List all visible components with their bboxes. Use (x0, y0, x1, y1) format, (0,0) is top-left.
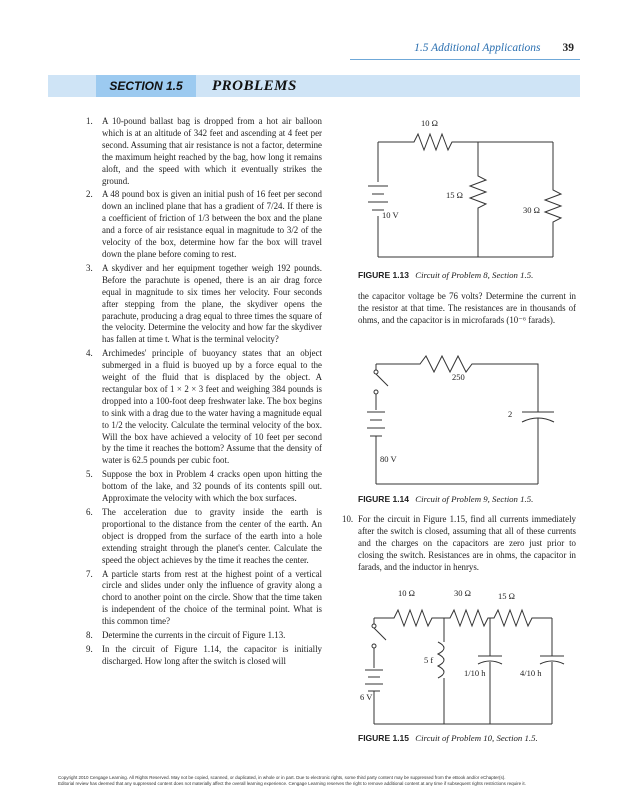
section-label: SECTION 1.5 (96, 75, 196, 97)
problem-text: For the circuit in Figure 1.15, find all currents immediately after the switch is closed, assuming that all of these currents and the charges on the capacitors are zero just prior to closing the switch. Resistances are in ohms, the capacitor in farads, and the inductor in henrys. (358, 514, 576, 572)
problem-number: 6. (86, 507, 93, 517)
figure-label: FIGURE 1.15 (358, 733, 410, 743)
problem-number: 10. (342, 514, 354, 524)
fig14-capacitor-label: 2 (508, 409, 513, 419)
fig15-battery-label: 6 V (360, 692, 373, 702)
fig15-r3-label: 15 Ω (498, 591, 515, 601)
problem-text: Suppose the box in Problem 4 cracks open upon hitting the bottom of the lake, and 32 pounds of its contents spill out. Approximate the velocity with which the box surfaces. (102, 469, 322, 504)
section-title: PROBLEMS (212, 77, 297, 94)
problem-text: Determine the currents in the circuit of Figure 1.13. (102, 630, 286, 641)
fig13-r-right-label: 30 Ω (523, 205, 540, 215)
problem-text: A particle starts from rest at the highest point of a vertical circle and slides under only the influence of gravity along a chord to another point on the circle. Show that the time taken is independent of the choice of the terminal point. What is this common time? (102, 568, 322, 627)
figure-1-13-caption (358, 270, 533, 280)
circuit-diagram-1-14 (358, 340, 576, 488)
figure-1-14 (358, 340, 576, 488)
figure-1-13 (358, 112, 576, 262)
problem-number: 8. (86, 630, 93, 641)
problem-number: 3. (86, 262, 93, 273)
figure-1-14-caption (358, 494, 533, 504)
problem-number: 1. (86, 116, 93, 126)
problem-number: 5. (86, 469, 93, 480)
fig13-battery-label: 10 V (382, 210, 399, 220)
figure-1-15 (358, 582, 576, 727)
problem-item (86, 630, 322, 642)
figure-1-15-caption (358, 733, 538, 743)
running-head (414, 37, 574, 59)
fig13-r-top-label: 10 Ω (421, 118, 438, 128)
figure-caption-text: Circuit of Problem 8, Section 1.5. (415, 270, 534, 280)
fig14-battery-label: 80 V (380, 454, 397, 464)
fig15-r1-label: 10 Ω (398, 588, 415, 598)
circuit-diagram-1-13 (358, 112, 576, 262)
problem-item (86, 507, 322, 567)
footer-line-1: Copyright 2010 Cengage Learning. All Rights Reserved. May not be copied, scanned, or duplicated, in whole or in part. Due to electronic rights, some third party content may be suppressed from the eBook and/or eChapter(s). (58, 775, 506, 780)
problems-left-column (86, 116, 322, 670)
problem-number: 7. (86, 568, 93, 579)
problem-text: A 48 pound box is given an initial push of 16 feet per second down an inclined plane that has a gradient of 7/24. If there is a coefficient of friction of 1/3 between the box and the plane and a force of air resistance equal in magnitude to 3/2 of the velocity of the box, determine how far the box will travel down the plane before coming to rest. (102, 189, 322, 259)
fig15-ind2-label: 4/10 h (520, 668, 542, 678)
figure-caption-text: Circuit of Problem 9, Section 1.5. (415, 494, 534, 504)
problem-10 (342, 514, 576, 574)
figure-label: FIGURE 1.14 (358, 494, 410, 504)
problem-item (86, 569, 322, 629)
figure-caption-text: Circuit of Problem 10, Section 1.5. (415, 733, 538, 743)
problem-item (86, 348, 322, 467)
problem-text: The acceleration due to gravity inside the earth is proportional to the distance from the center of the earth. An object is dropped from the surface of the earth into a hole extending straight through the planet's center. Calculate the speed the object achieves by the time it reaches the center. (102, 507, 322, 565)
problem-text: A 10-pound ballast bag is dropped from a hot air balloon which is at an altitude of 342 feet and ascending at 4 feet per second. Assuming that air resistance is not a factor, determine the maximum height reached by the bag, how long it remains aloft, and the speed with which it eventually strikes the ground. (102, 116, 322, 186)
fig15-cap-label: 5 f (424, 655, 434, 665)
copyright-footer (58, 775, 582, 787)
problem-item (86, 189, 322, 260)
problem-item (86, 263, 322, 346)
problem-text: A skydiver and her equipment together weigh 192 pounds. Before the parachute is opened, there is an air drag force equal in magnitude to six times her velocity. Four seconds after stepping from the plane, the skydiver opens the parachute, producing a drag equal to three times the square of the velocity. Determine the velocity and how far the skydiver has fallen at time t. What is the terminal velocity? (102, 262, 322, 345)
problem-item (86, 469, 322, 505)
page-number: 39 (562, 42, 574, 54)
footer-line-2: Editorial review has deemed that any suppressed content does not materially affect the overall learning experience. Cengage Learning reserves the right to remove additional content at any time if subsequent rights restrictions require it. (58, 781, 526, 786)
problem-number: 4. (86, 348, 93, 359)
fig15-ind1-label: 1/10 h (464, 668, 486, 678)
figure-label: FIGURE 1.13 (358, 270, 410, 280)
running-head-title: 1.5 Additional Applications (414, 42, 541, 54)
circuit-diagram-1-15 (358, 582, 576, 727)
running-head-rule (350, 59, 580, 60)
problem-item (86, 644, 322, 668)
problem-text: Archimedes' principle of buoyancy states that an object submerged in a fluid is buoyed up by a force equal to the weight of the fluid that is displaced by the object. A rectangular box of 1 × 2 × 3 feet and weighing 384 pounds is dropped into a 100-foot deep freshwater lake. The box begins to sink with a drag due to the water having a magnitude equal to 1/2 the velocity. Calculate the terminal velocity of the box. Will the box have achieved a velocity of 10 feet per second by the time it reaches the bottom? Assume that the density of water is 62.5 pounds per cubic foot. (102, 348, 322, 466)
problem-number: 9. (86, 643, 93, 654)
problem-number: 2. (86, 189, 93, 200)
problem-9-continuation: the capacitor voltage be 76 volts? Determine the current in the resistor at that time. The resistances are in thousands of ohms, and the capacitor is in microfarads (10⁻⁶ farads). (358, 291, 576, 325)
fig15-r2-label: 30 Ω (454, 588, 471, 598)
fig13-r-mid-label: 15 Ω (446, 190, 463, 200)
fig14-resistor-label: 250 (452, 372, 465, 382)
problem-text: In the circuit of Figure 1.14, the capacitor is initially discharged. How long after the switch is closed will (102, 643, 322, 666)
problem-item (86, 116, 322, 187)
